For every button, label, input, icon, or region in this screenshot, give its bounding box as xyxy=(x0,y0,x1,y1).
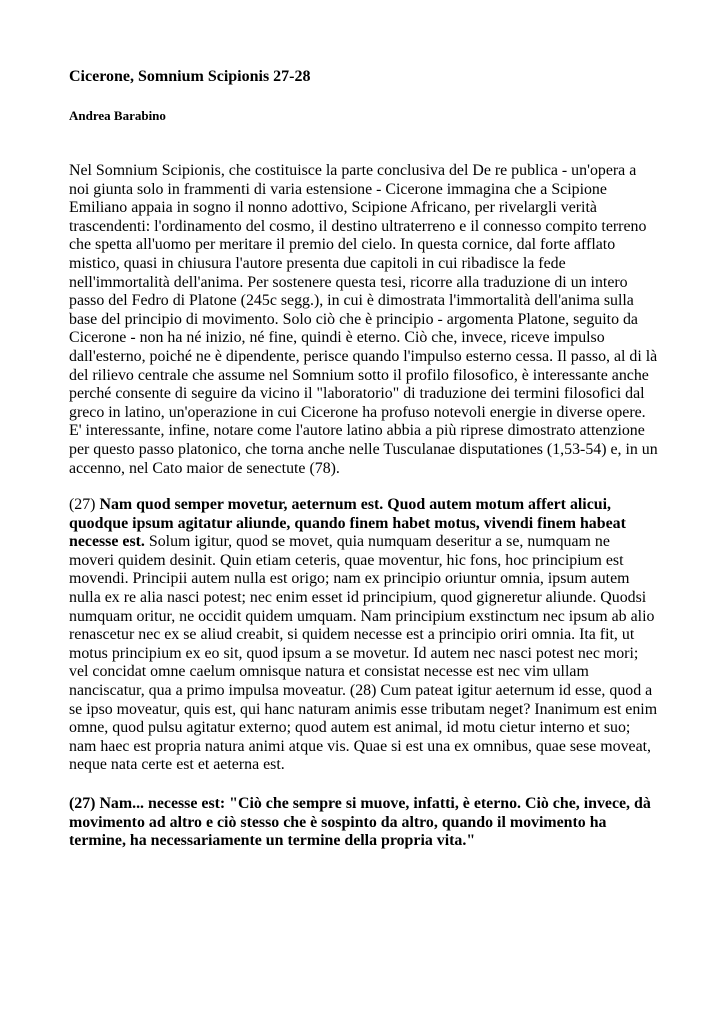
document-title: Cicerone, Somnium Scipionis 27-28 xyxy=(69,68,311,85)
passage-number: (27) xyxy=(69,496,96,514)
intro-paragraph: Nel Somnium Scipionis, che costituisce la parte conclusiva del De re publica - un'opera a noi giunta solo in frammenti di varia estensione - Cicerone immagina che a Scipione Emiliano appaia in sogno il nonno adottivo, Scipione Africano, per rivelargli verità trascendenti: l'ordinamento del cosmo, il destino ultraterreno e il connesso compito terreno che spetta all'uomo per meritare il premio del cielo. In questa cornice, dal forte afflato mistico, quasi in chiusura l'autore presenta due capitoli in cui ribadisce la fede nell'immortalità dell'anima. Per sostenere questa tesi, ricorre alla traduzione di un intero passo del Fedro di Platone (245c segg.), in cui è dimostrata l'immortalità dell'anima sulla base del principio di movimento. Solo ciò che è principio - argomenta Platone, seguito da Cicerone - non ha né inizio, né fine, quindi è eterno. Ciò che, invece, riceve impulso dall'esterno, poiché ne è dipendente, perisce quando l'impulso esterno cessa. Il passo, al di là del rilievo centrale che assume nel Somnium sotto il profilo filosofico, è interessante anche perché consente di seguire da vicino il "laboratorio" di traduzione dei termini filosofici dal greco in latino, un'operazione in cui Cicerone ha profuso notevoli energie in diverse opere. E' interessante, infine, notare come l'autore latino abbia a più riprese dimostrato attenzione per questo passo platonico, che torna anche nelle Tusculanae disputationes (1,53-54) e, in un accenno, nel Cato maior de senectute (78). xyxy=(69,162,658,477)
translation-note: (27) Nam... necesse est: "Ciò che sempre si muove, infatti, è eterno. Ciò che, invece, dà movimento ad altro e ciò stesso che è sospinto da altro, quando il movimento ha termine, ha necessariamente un termine della propria vita." xyxy=(69,795,651,850)
passage-text: Solum igitur, quod se movet, quia numquam deseritur a se, numquam ne moveri quidem desinit. Quin etiam ceteris, quae moventur, hic fons, hoc principium est movendi. Principii autem nulla est origo; nam ex principio oriuntur omnia, ipsum autem nulla ex re alia nasci potest; nec enim esset id principium, quod gigneretur aliunde. Quodsi numquam oritur, ne occidit quidem umquam. Nam principium exstinctum nec ipsum ab alio renascetur nec ex se aliud creabit, si quidem necesse est a principio oriri omnia. Ita fit, ut motus principium ex eo sit, quod ipsum a se movetur. Id autem nec nasci potest nec mori; vel concidat omne caelum omnisque natura et consistat necesse est nec vim ullam nanciscatur, qua a primo impulsa moveatur. (28) Cum pateat igitur aeternum id esse, quod a se ipso moveatur, quis est, qui hanc naturam animis esse tributam neget? Inanimum est enim omne, quod pulsu agitatur externo; quod autem est animal, id motu cietur interno et suo; nam haec est propria natura animi atque vis. Quae si est una ex omnibus, quae sese moveat, neque nata certe est et aeterna est. xyxy=(69,533,658,774)
passage-bold-text: Nam quod semper movetur, aeternum est. Quod autem motum affert alicui, quodque ipsum agitatur aliunde, quando finem habet motus, vivendi finem habeat necesse est. xyxy=(69,496,626,551)
author-name: Andrea Barabino xyxy=(69,108,166,123)
latin-passage xyxy=(69,496,658,775)
